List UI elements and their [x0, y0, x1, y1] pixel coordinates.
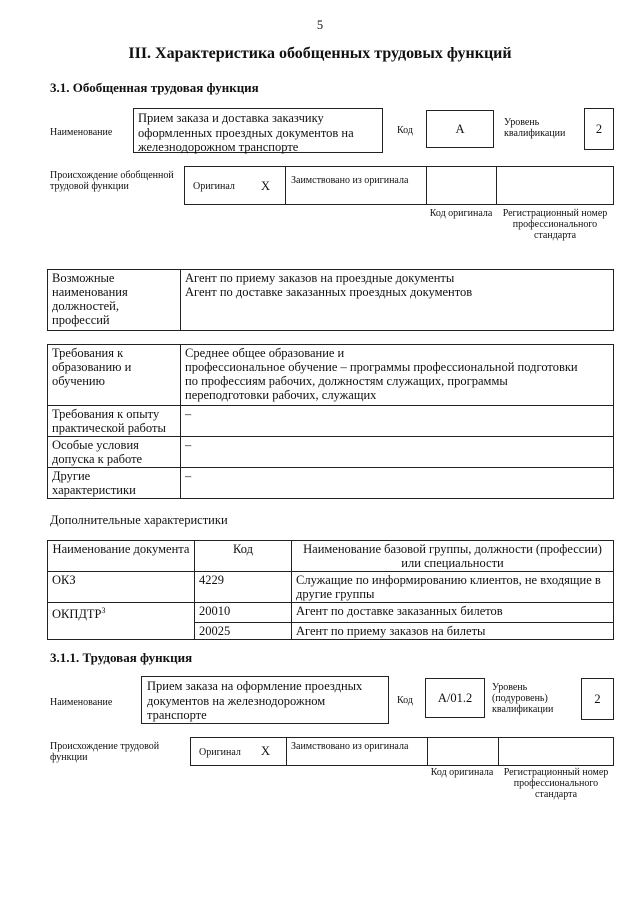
gtf-origin-table	[184, 166, 614, 205]
cell-code: 4229	[195, 572, 292, 603]
requirement-line: по профессиям рабочих, должностям служащих, программы	[185, 374, 508, 388]
tf-name-label: Наименование	[50, 697, 113, 708]
section-title: III. Характеристика обобщенных трудовых функций	[128, 45, 512, 62]
tf-original-mark: X	[261, 744, 271, 758]
tf-origin-table	[190, 737, 614, 766]
tf-code-original-caption: Код оригинала	[430, 767, 494, 778]
tf-code-label: Код	[397, 695, 413, 706]
tf-level-label: Уровень (подуровень) квалификации	[492, 682, 554, 715]
cell-doc	[48, 603, 195, 623]
additional-heading: Дополнительные характеристики	[50, 513, 228, 527]
gtf-name-box	[133, 108, 383, 153]
footnote-mark: 3	[101, 606, 106, 615]
requirement-label: Особые условия допуска к работе	[48, 437, 181, 468]
table-row	[48, 572, 614, 603]
requirements-table	[47, 344, 614, 499]
gtf-borrowed-label: Заимствовано из оригинала	[291, 175, 409, 186]
position-item: Агент по доставке заказанных проездных документов	[185, 285, 473, 299]
gtf-level-box	[584, 108, 614, 150]
column-header: Код	[195, 541, 292, 572]
tf-name-value: Прием заказа на оформление проездных документов на железнодорожном транспорте	[147, 679, 363, 722]
gtf-original-label: Оригинал	[193, 181, 235, 192]
requirement-line: Среднее общее образование и	[185, 346, 345, 360]
tf-heading: 3.1.1. Трудовая функция	[50, 650, 193, 665]
gtf-reg-number-caption: Регистрационный номер профессионального стандарта	[502, 208, 608, 241]
gtf-code-value: А	[455, 122, 465, 136]
tf-reg-number-caption: Регистрационный номер профессионального стандарта	[503, 767, 609, 800]
cell-doc: ОКЗ	[48, 572, 195, 603]
column-header: Наименование документа	[48, 541, 195, 572]
tf-name-box	[141, 676, 389, 724]
requirement-line: переподготовки рабочих, служащих	[185, 388, 377, 402]
tf-code-value: А/01.2	[437, 691, 473, 705]
table-row	[48, 622, 614, 639]
tf-borrowed-label: Заимствовано из оригинала	[291, 741, 409, 752]
tf-level-box	[581, 678, 614, 720]
gtf-level-value: 2	[595, 122, 603, 136]
positions-label: Возможные наименования должностей, профессий	[48, 270, 181, 331]
divider	[498, 738, 499, 765]
divider	[427, 738, 428, 765]
requirement-value: –	[181, 468, 614, 499]
table-row	[48, 603, 614, 623]
cell-doc	[48, 622, 195, 639]
gtf-heading: 3.1. Обобщенная трудовая функция	[50, 80, 259, 95]
gtf-origin-label: Происхождение обобщенной трудовой функции	[50, 170, 174, 192]
divider	[285, 167, 286, 204]
cell-code: 20025	[195, 622, 292, 639]
tf-code-box	[425, 678, 485, 718]
divider	[426, 167, 427, 204]
additional-table	[47, 540, 614, 640]
cell-code: 20010	[195, 603, 292, 623]
gtf-code-original-caption: Код оригинала	[429, 208, 493, 219]
positions-values	[181, 270, 614, 331]
cell-doc-text: ОКПДТР	[52, 607, 102, 622]
gtf-code-box	[426, 110, 494, 148]
requirement-line: профессиональное обучение – программы профессиональной подготовки	[185, 360, 578, 374]
requirement-value	[181, 345, 614, 406]
requirement-label: Требования к опыту практической работы	[48, 406, 181, 437]
tf-level-value: 2	[594, 692, 601, 706]
tf-origin-label: Происхождение трудовой функции	[50, 741, 160, 763]
gtf-original-mark: X	[261, 179, 271, 193]
divider	[286, 738, 287, 765]
requirement-label: Требования к образованию и обучению	[48, 345, 181, 406]
requirement-value: –	[181, 437, 614, 468]
gtf-name-value: Прием заказа и доставка заказчику оформленных проездных документов на железнодорожном транспорте	[138, 111, 354, 154]
divider	[496, 167, 497, 204]
positions-table	[47, 269, 614, 331]
cell-name: Агент по доставке заказанных билетов	[292, 603, 614, 623]
cell-name: Агент по приему заказов на билеты	[292, 622, 614, 639]
column-header: Наименование базовой группы, должности (профессии) или специальности	[292, 541, 614, 572]
cell-name: Служащие по информированию клиентов, не входящие в другие группы	[292, 572, 614, 603]
gtf-name-label: Наименование	[50, 127, 113, 138]
page-number: 5	[316, 18, 324, 32]
tf-original-label: Оригинал	[199, 747, 241, 758]
position-item: Агент по приему заказов на проездные документы	[185, 271, 455, 285]
requirement-label: Другие характеристики	[48, 468, 181, 499]
requirement-value: –	[181, 406, 614, 437]
gtf-code-label: Код	[397, 125, 413, 136]
gtf-level-label: Уровень квалификации	[504, 117, 566, 139]
